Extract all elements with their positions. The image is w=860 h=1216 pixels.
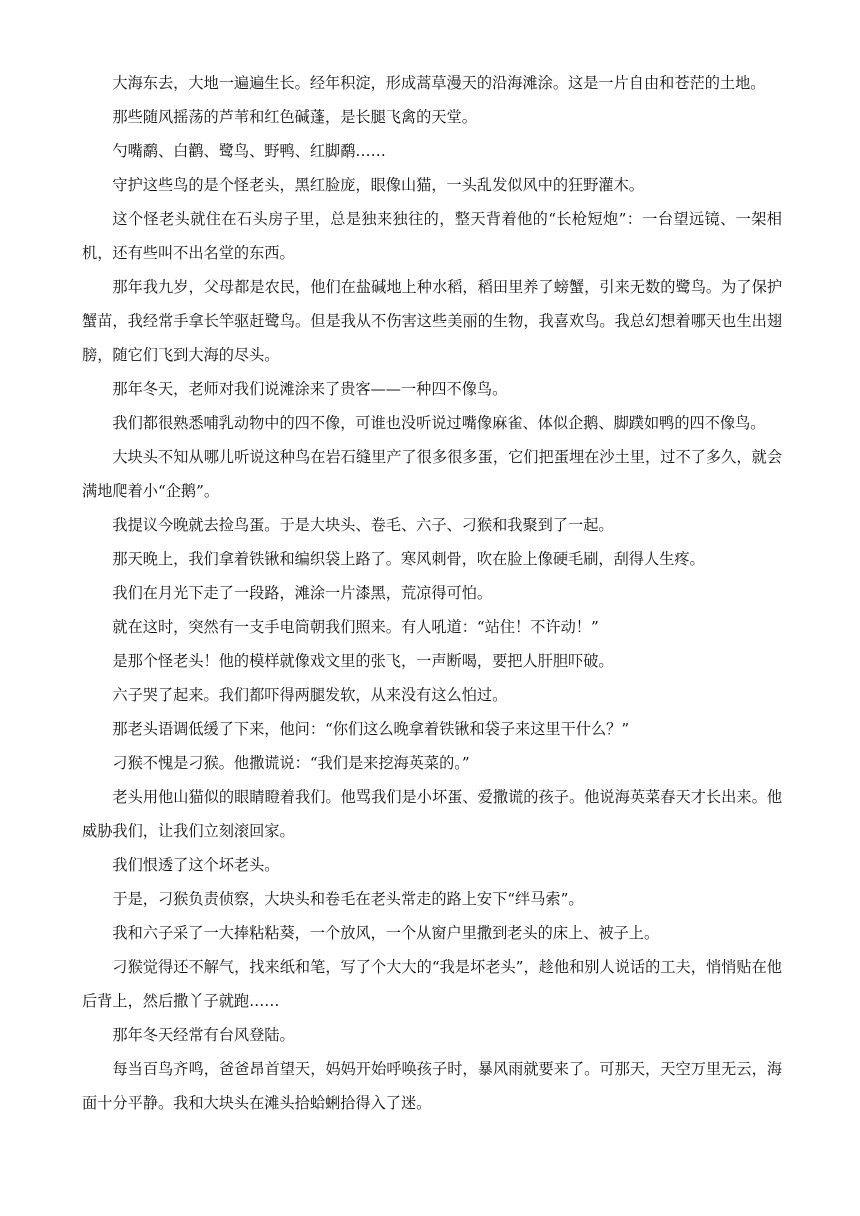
paragraph: 大块头不知从哪儿听说这种鸟在岩石缝里产了很多很多蛋，它们把蛋埋在沙土里，过不了多久，就会满地爬着小“企鹅”。 <box>82 448 782 500</box>
paragraph: 勺嘴鹬、白鹳、鹭鸟、野鸭、红脚鹬…… <box>112 142 386 160</box>
paragraph: 守护这些鸟的是个怪老头，黑红脸庞，眼像山猫，一头乱发似风中的狂野灌木。 <box>112 176 644 194</box>
paragraph: 这个怪老头就住在石头房子里，总是独来独往的，整天背着他的“长枪短炮”：一台望远镜、一架相机，还有些叫不出名堂的东西。 <box>82 210 782 262</box>
paragraph: 是那个怪老头！他的模样就像戏文里的张飞，一声断喝，要把人肝胆吓破。 <box>112 652 614 670</box>
paragraph: 那年我九岁，父母都是农民，他们在盐碱地上种水稻，稻田里养了螃蟹，引来无数的鹭鸟。为了保护蟹苗，我经常手拿长竿驱赶鹭鸟。但是我从不伤害这些美丽的生物，我喜欢鸟。我总幻想着哪天也生出翅膀，随它们飞到大海的尽头。 <box>82 278 782 364</box>
paragraph: 我提议今晚就去捡鸟蛋。于是大块头、卷毛、六子、刁猴和我聚到了一起。 <box>112 516 614 534</box>
paragraph: 刁猴不愧是刁猴。他撒谎说：“我们是来挖海英菜的。” <box>112 754 470 772</box>
story-text <box>82 66 782 1120</box>
paragraph: 就在这时，突然有一支手电筒朝我们照来。有人吼道：“站住！不许动！” <box>112 618 599 636</box>
paragraph: 我们在月光下走了一段路，滩涂一片漆黑，荒凉得可怕。 <box>112 584 493 602</box>
paragraph: 那年冬天，老师对我们说滩涂来了贵客——一种四不像鸟。 <box>112 380 508 398</box>
paragraph: 每当百鸟齐鸣，爸爸昂首望天，妈妈开始呼唤孩子时，暴风雨就要来了。可那天，天空万里无云，海面十分平静。我和大块头在滩头拾蛤蜊拾得入了迷。 <box>82 1060 782 1112</box>
paragraph: 老头用他山猫似的眼睛瞪着我们。他骂我们是小坏蛋、爱撒谎的孩子。他说海英菜春天才长出来。他威胁我们，让我们立刻滚回家。 <box>82 788 782 840</box>
paragraph: 那些随风摇荡的芦苇和红色碱蓬，是长腿飞禽的天堂。 <box>112 108 477 126</box>
paragraph: 我们都很熟悉哺乳动物中的四不像，可谁也没听说过嘴像麻雀、体似企鹅、脚蹼如鸭的四不像鸟。 <box>112 414 766 432</box>
paragraph: 那老头语调低缓了下来，他问：“你们这么晚拿着铁锹和袋子来这里干什么？” <box>112 720 630 738</box>
paragraph: 我和六子采了一大捧粘粘葵，一个放风，一个从窗户里撒到老头的床上、被子上。 <box>112 924 660 942</box>
paragraph: 于是，刁猴负责侦察，大块头和卷毛在老头常走的路上安下“绊马索”。 <box>112 890 584 908</box>
paragraph: 那天晚上，我们拿着铁锹和编织袋上路了。寒风刺骨，吹在脸上像硬毛刷，刮得人生疼。 <box>112 550 705 568</box>
paragraph: 那年冬天经常有台风登陆。 <box>112 1026 295 1044</box>
paragraph: 六子哭了起来。我们都吓得两腿发软，从来没有这么怕过。 <box>112 686 508 704</box>
paragraph: 刁猴觉得还不解气，找来纸和笔，写了个大大的“我是坏老头”，趁他和别人说话的工夫，悄悄贴在他后背上，然后撒丫子就跑…… <box>82 958 782 1010</box>
paragraph: 大海东去，大地一遍遍生长。经年积淀，形成蒿草漫天的沿海滩涂。这是一片自由和苍茫的土地。 <box>112 74 766 92</box>
paragraph: 我们恨透了这个坏老头。 <box>112 856 280 874</box>
